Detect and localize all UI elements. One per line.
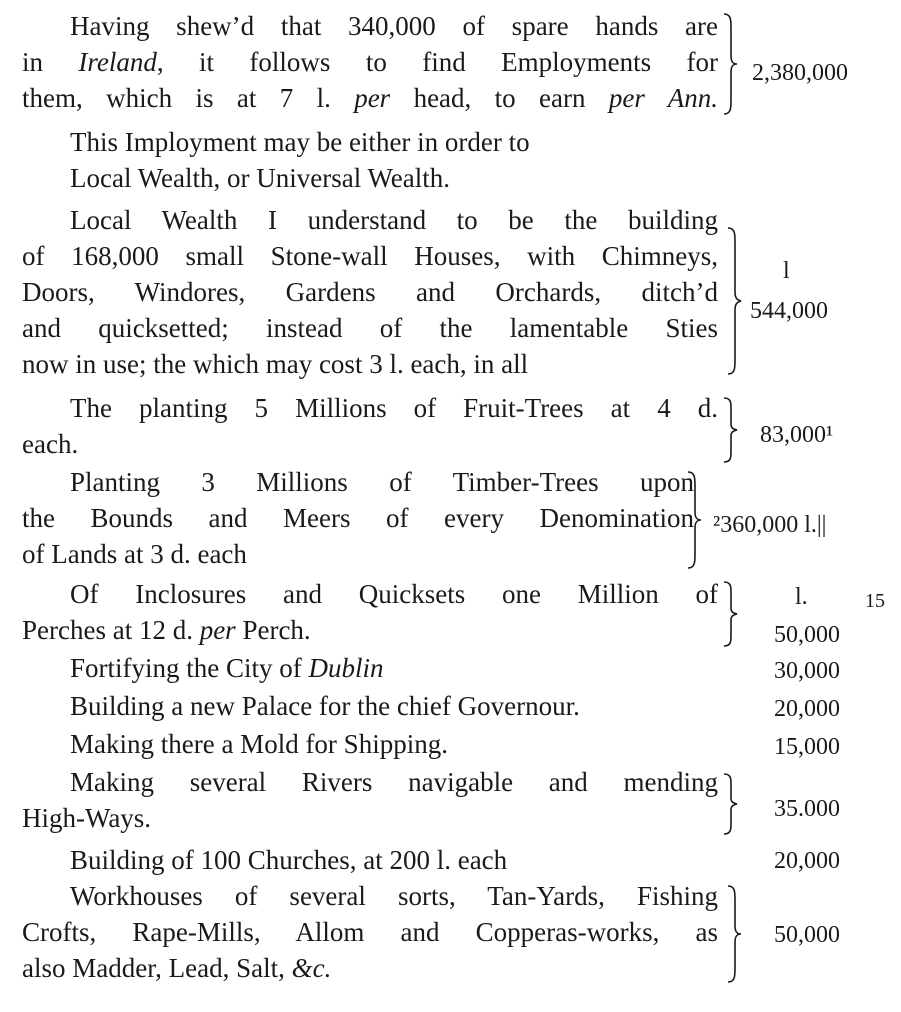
text-line: of 168,000 small Stone-wall Houses, with Chimneys, [22,241,718,271]
text-line: Doors, Windores, Gardens and Orchards, ditch’d [22,277,718,307]
value-amount: 2,380,000 [752,60,848,86]
entry-text [22,650,718,686]
entry-text [22,842,718,878]
value-amount: 20,000 [774,696,840,722]
text-line: Making several Rivers navigable and mending [70,767,718,797]
entry-text [22,464,694,572]
text-line: Having shew’d that 340,000 of spare hands are [70,11,718,41]
value-amount: 83,000¹ [760,422,834,448]
text-line: Local Wealth, or Universal Wealth. [70,163,451,193]
text-line: Fortifying the City of Dublin [70,653,384,683]
value-amount: ²360,000 l.|| [713,512,827,538]
text-line: Building of 100 Churches, at 200 l. each [70,845,508,875]
text-line: Making there a Mold for Shipping. [70,729,448,759]
brace-icon [684,470,704,570]
brace-icon [724,884,744,984]
text-line: Crofts, Rape-Mills, Allom and Copperas-works, as [22,917,718,947]
brace-icon [720,580,740,648]
value-amount: 35.000 [774,796,840,822]
text-line: also Madder, Lead, Salt, &c. [22,953,332,983]
entry-text [22,726,718,762]
text-line: them, which is at 7 l. per head, to earn per Ann. [22,83,718,113]
value-amount: 20,000 [774,848,840,874]
entry-text [22,764,718,836]
text-line: in Ireland, it follows to find Employments for [22,47,718,77]
value-amount: 30,000 [774,658,840,684]
entry-text [22,878,718,986]
text-line: Perches at 12 d. per Perch. [22,615,311,645]
brace-icon [720,396,740,464]
value-unit: l. [795,584,808,610]
entry-text [22,390,718,462]
text-line: Of Inclosures and Quicksets one Million of [70,579,718,609]
value-amount: 544,000 [750,298,828,324]
text-line: Local Wealth I understand to be the building [70,205,718,235]
brace-icon [720,772,740,836]
entry-text [22,688,718,724]
brace-icon [724,226,744,376]
text-line: Building a new Palace for the chief Governour. [70,691,580,721]
value-amount: 15,000 [774,734,840,760]
text-line: of Lands at 3 d. each [22,539,247,569]
text-line: Workhouses of several sorts, Tan-Yards, Fishing [70,881,718,911]
entry-text [22,8,718,116]
margin-line-number: 15 [865,590,885,612]
value-amount: 50,000 [774,622,840,648]
text-line: and quicksetted; instead of the lamentable Sties [22,313,718,343]
entry-text [22,202,718,382]
value-unit: l [783,258,790,284]
text-line: the Bounds and Meers of every Denomination [22,503,694,533]
text-line: This Imployment may be either in order to [70,127,530,157]
entry-text [22,124,718,196]
text-line: now in use; the which may cost 3 l. each, in all [22,349,529,379]
text-line: High-Ways. [22,803,152,833]
brace-icon [720,12,740,116]
value-amount: 50,000 [774,922,840,948]
entry-text [22,576,718,648]
text-line: Planting 3 Millions of Timber-Trees upon [70,467,694,497]
text-line: The planting 5 Millions of Fruit-Trees at 4 d. [70,393,718,423]
text-line: each. [22,429,79,459]
